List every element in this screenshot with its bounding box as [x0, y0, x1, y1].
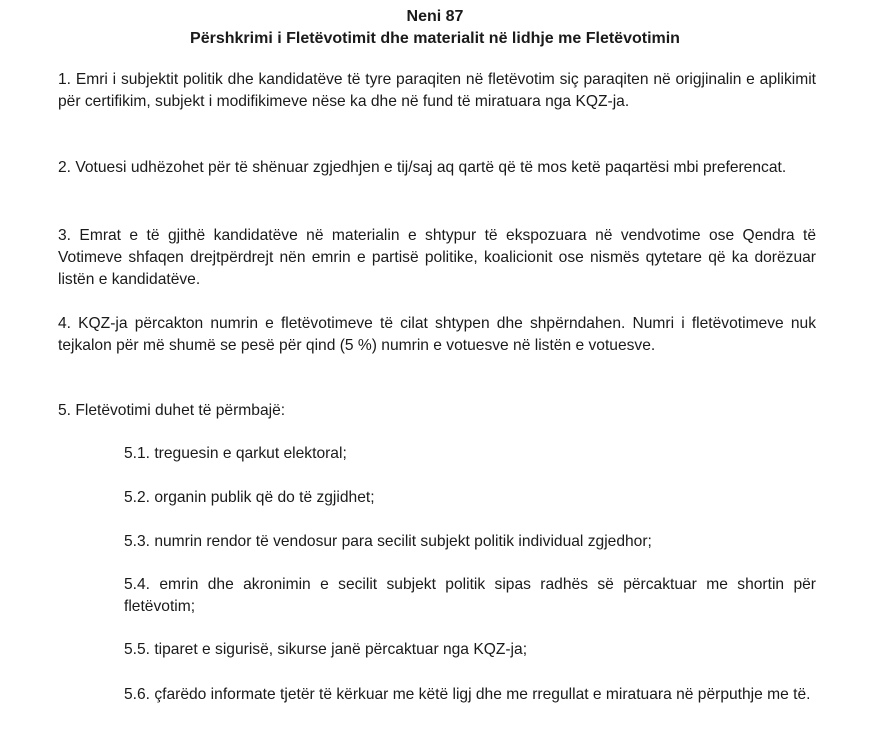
paragraph-3: 3. Emrat e të gjithë kandidatëve në materialin e shtypur të ekspozuara në vendvotime ose Qendra të Votimeve shfaqen drejtpërdrejt nën emrin e partisë politike, koalicionit ose nismës qytetare që ka dorëzuar listën e kandidatëve. — [58, 227, 816, 288]
subitem-5-3: 5.3. numrin rendor të vendosur para secilit subjekt politik individual zgjedhor; — [124, 533, 652, 550]
article-number: Neni 87 — [406, 8, 464, 25]
paragraph-4: 4. KQZ-ja përcakton numrin e fletëvotimeve të cilat shtypen dhe shpërndahen. Numri i fletëvotimeve nuk tejkalon për më shumë se pesë për qind (5 %) numrin e votuesve në listën e votuesve. — [58, 315, 816, 354]
article-title: Përshkrimi i Fletëvotimit dhe materialit në lidhje me Fletëvotimin — [190, 30, 680, 47]
paragraph-2: 2. Votuesi udhëzohet për të shënuar zgjedhjen e tij/saj aq qartë që të mos ketë paqartësi mbi preferencat. — [58, 159, 787, 176]
subitem-5-5: 5.5. tiparet e sigurisë, sikurse janë përcaktuar nga KQZ-ja; — [124, 641, 528, 658]
subitem-5-2: 5.2. organin publik që do të zgjidhet; — [124, 489, 375, 506]
paragraph-1: 1. Emri i subjektit politik dhe kandidatëve të tyre paraqiten në fletëvotim siç paraqiten në origjinalin e aplikimit për certifikim, subjekt i modifikimeve nëse ka dhe në fund të miratuara nga KQZ-ja. — [58, 71, 816, 110]
subitem-5-4: 5.4. emrin dhe akronimin e secilit subjekt politik sipas radhës së përcaktuar me shortin për fletëvotim; — [124, 576, 816, 615]
paragraph-5: 5. Fletëvotimi duhet të përmbajë: — [58, 402, 286, 419]
subitem-5-6: 5.6. çfarëdo informate tjetër të kërkuar me këtë ligj dhe me rregullat e miratuara në përputhje me të. — [124, 686, 811, 703]
subitem-5-1: 5.1. treguesin e qarkut elektoral; — [124, 445, 347, 462]
